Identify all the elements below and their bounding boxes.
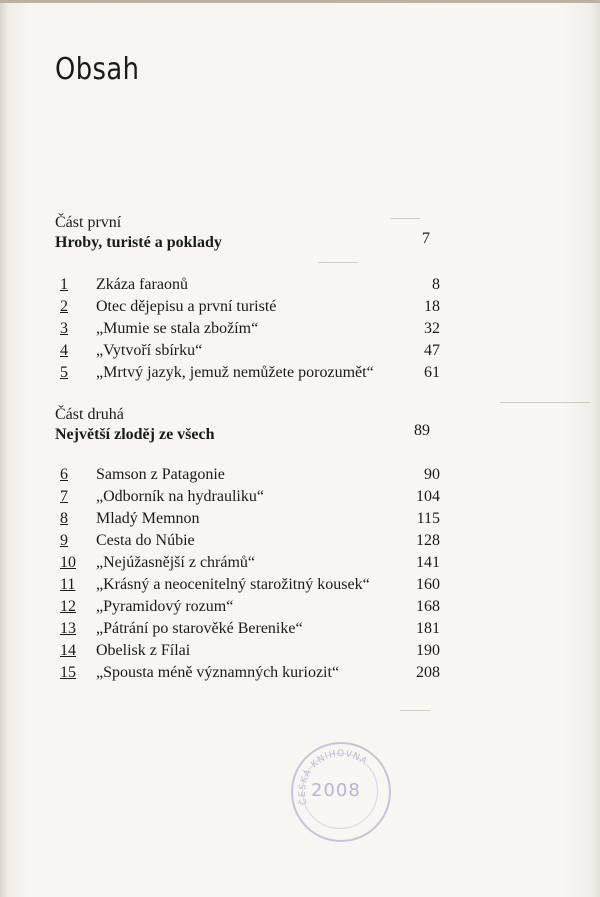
toc-row [60, 320, 440, 342]
chapter-page: 47 [424, 342, 440, 359]
toc-row [60, 364, 440, 386]
chapter-page: 32 [424, 320, 440, 337]
part-one-title: Hroby, turisté a poklady [55, 234, 222, 251]
chapter-page: 104 [416, 488, 440, 505]
chapter-page: 208 [416, 664, 440, 681]
chapter-number: 8 [60, 510, 68, 527]
svg-text:ČESKÁ KNIHOVNA: ČESKÁ KNIHOVNA [297, 749, 370, 806]
chapter-title: „Mumie se stala zbožím“ [96, 320, 259, 337]
toc-row [60, 554, 440, 576]
chapter-title: Obelisk z Fílai [96, 642, 191, 659]
chapter-page: 61 [424, 364, 440, 381]
chapter-title: „Spousta méně významných kuriozit“ [96, 664, 340, 681]
toc-row [60, 488, 440, 510]
chapter-number: 15 [60, 664, 76, 681]
chapter-number: 13 [60, 620, 76, 637]
toc-row [60, 576, 440, 598]
chapter-page: 181 [416, 620, 440, 637]
toc-row [60, 620, 440, 642]
chapter-title: Cesta do Núbie [96, 532, 195, 549]
chapter-page: 90 [424, 466, 440, 483]
toc-row [60, 532, 440, 554]
chapter-title: „Pátrání po starověké Berenike“ [96, 620, 303, 637]
scan-mark [500, 402, 590, 403]
toc-row [60, 466, 440, 488]
chapter-number: 6 [60, 466, 68, 483]
chapter-page: 168 [416, 598, 440, 615]
chapter-title: „Vytvoří sbírku“ [96, 342, 203, 359]
toc-row [60, 342, 440, 364]
chapter-page: 115 [416, 510, 440, 527]
toc-row [60, 598, 440, 620]
chapter-title: Otec dějepisu a první turisté [96, 298, 277, 315]
toc-row [60, 664, 440, 686]
toc-row [60, 642, 440, 664]
chapter-number: 14 [60, 642, 76, 659]
part-two-page: 89 [414, 422, 430, 439]
chapter-title: Zkáza faraonů [96, 276, 188, 293]
library-stamp [291, 742, 391, 842]
part-two-title: Největší zloděj ze všech [55, 426, 215, 443]
scan-mark [390, 218, 420, 219]
chapter-number: 12 [60, 598, 76, 615]
chapter-number: 5 [60, 364, 68, 381]
chapter-number: 7 [60, 488, 68, 505]
chapter-number: 2 [60, 298, 68, 315]
chapter-title: „Nejúžasnější z chrámů“ [96, 554, 256, 571]
chapter-page: 160 [416, 576, 440, 593]
chapter-title: „Odborník na hydrauliku“ [96, 488, 264, 505]
chapter-number: 4 [60, 342, 68, 359]
toc-row [60, 276, 440, 298]
part-two-label: Část druhá [55, 406, 124, 423]
chapter-title: „Krásný a neocenitelný starožitný kousek“ [96, 576, 370, 593]
chapter-page: 190 [416, 642, 440, 659]
part-one-label: Část první [55, 214, 122, 231]
chapter-number: 9 [60, 532, 68, 549]
chapter-page: 18 [424, 298, 440, 315]
toc-row [60, 510, 440, 532]
chapter-page: 141 [416, 554, 440, 571]
chapter-title: Samson z Patagonie [96, 466, 225, 483]
page-top-edge [0, 0, 600, 3]
chapter-number: 1 [60, 276, 68, 293]
scan-mark [400, 710, 430, 711]
scan-mark [318, 262, 358, 263]
chapter-page: 8 [432, 276, 440, 293]
chapter-page: 128 [416, 532, 440, 549]
chapter-title: Mladý Memnon [96, 510, 200, 527]
stamp-year: 2008 [311, 780, 361, 801]
toc-row [60, 298, 440, 320]
chapter-number: 11 [60, 576, 76, 593]
chapter-title: „Mrtvý jazyk, jemuž nemůžete porozumět“ [96, 364, 374, 381]
chapter-number: 10 [60, 554, 76, 571]
page-title: Obsah [55, 52, 140, 87]
part-one-page: 7 [422, 230, 430, 247]
chapter-title: „Pyramidový rozum“ [96, 598, 234, 615]
chapter-number: 3 [60, 320, 68, 337]
